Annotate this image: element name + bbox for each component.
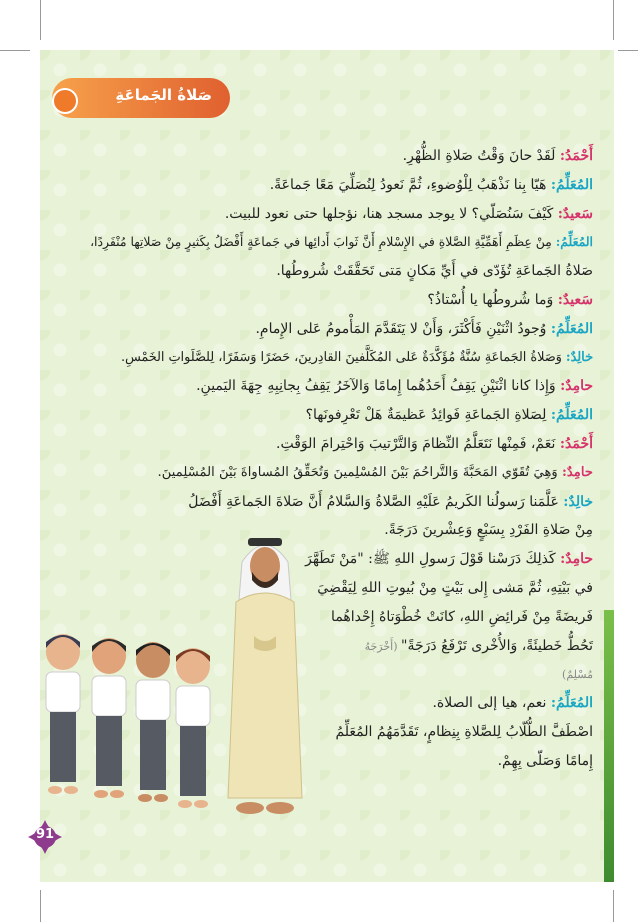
dialogue-line	[33, 344, 593, 373]
speaker-name: أَحْمَدُ:	[559, 148, 593, 164]
dialogue-line	[33, 603, 593, 632]
speaker-name: أَحْمَدُ:	[559, 435, 593, 452]
line-text: مِنْ عِظَمِ أَهَمِّيَّةِ الصَّلاةِ في الإِسْلامِ أَنَّ ثَوابَ أَدائِها في جَماعَةٍ أَفْضَلُ بِكَثيرٍ مِنْ صَلاتِها مُنْفَرِدًا،	[90, 234, 556, 250]
citation-note: (أَخْرَجَهُ	[364, 639, 402, 653]
dialogue-line	[33, 488, 593, 517]
dialogue-line	[33, 545, 593, 574]
dialogue-line	[33, 459, 593, 488]
speaker-name: خالِدٌ:	[565, 349, 593, 365]
line-text: فَريضَةً مِنْ فَرائِضِ اللهِ، كانَتْ خُطْوَتاهُ إِحْداهُما	[331, 608, 593, 625]
dialogue-line	[33, 286, 593, 315]
dialogue-line	[33, 401, 593, 430]
line-text: عَلَّمَنا رَسولُنا الكَريمُ عَلَيْهِ الصَّلاةُ وَالسَّلامُ أَنَّ صَلاةَ الجَماعَةِ أَفْضَلُ	[188, 493, 564, 510]
dialogue-line	[33, 516, 593, 545]
student-figure	[40, 628, 86, 798]
dialogue-line	[33, 257, 593, 286]
crop-mark	[40, 0, 41, 40]
student-figure	[170, 642, 216, 812]
citation-note: مُسْلِمٌ)	[562, 668, 593, 682]
dialogue-line	[33, 200, 593, 229]
speaker-name: حامِدٌ:	[561, 464, 593, 480]
line-text: وُجودُ اثْنَيْنِ فَأَكْثَرَ، وَأَنْ لا يَتَقَدَّمَ المَأْمومُ عَلى الإِمامِ.	[255, 320, 551, 337]
speaker-name: حامِدٌ:	[560, 551, 593, 568]
line-text: نَعَمْ، فَمِنْها نَتَعَلَّمُ النِّظامَ وَالتَّرْتيبَ وَاحْتِرامَ الوَقْتِ.	[276, 435, 560, 452]
line-text: إِمامًا وَصَلّى بِهِمْ.	[497, 752, 593, 769]
crop-mark	[613, 0, 614, 40]
student-figure	[86, 632, 132, 802]
speaker-name: المُعَلِّمُ:	[550, 176, 593, 193]
dialogue-line	[33, 574, 593, 603]
dialogue-line	[33, 315, 593, 344]
dialogue-line	[33, 171, 593, 200]
line-text: وَهِيَ تُقَوّي المَحَبَّةَ وَالتَّراحُمَ بَيْنَ المُسْلِمينَ وَتُحَقِّقُ المُساواةَ بَيْنَ المُسْلِمينَ.	[157, 464, 562, 480]
dialogue-line	[33, 430, 593, 459]
banner-bullet-icon	[52, 88, 78, 114]
speaker-name: حامِدٌ:	[560, 378, 593, 395]
line-text: تَحُطُّ خَطيئَةً، وَالأُخْرى تَرْفَعُ دَرَجَةً"	[401, 637, 593, 654]
title-banner	[52, 78, 230, 118]
line-text: هَيّا بِنا نَذْهَبُ لِلْوُضوءِ، ثُمَّ نَعودُ لِنُصَلِّيَ مَعًا جَماعَةً.	[269, 176, 551, 193]
decorative-strip	[604, 610, 614, 882]
speaker-name: المُعَلِّمُ:	[550, 320, 593, 337]
speaker-name: المُعَلِّمُ:	[550, 407, 593, 424]
line-text: نعم، هيا إلى الصلاة.	[432, 695, 551, 712]
line-text: لَقَدْ حانَ وَقْتُ صَلاةِ الظُّهْرِ.	[402, 148, 560, 164]
line-text: لِصَلاةِ الجَماعَةِ فَوائِدُ عَظيمَةٌ هَلْ تَعْرِفونَها؟	[305, 407, 551, 424]
line-text: صَلاةُ الجَماعَةِ تُؤَدّى في أَيِّ مَكانٍ مَتى تَحَقَّقَتْ شُروطُها.	[276, 263, 593, 280]
line-text: مِنْ صَلاةِ الفَرْدِ بِسَبْعٍ وَعِشْرينَ دَرَجَةً.	[384, 522, 593, 539]
dialogue-line	[33, 142, 593, 171]
page-number: 91	[35, 827, 55, 842]
line-text: كَذلِكَ دَرَسْنا قَوْلَ رَسولِ اللهِ ﷺ: "مَنْ تَطَهَّرَ	[305, 551, 561, 568]
line-text: كَيْفَ سَنُصَلّي؟ لا يوجد مسجد هنا، نؤجلها حتى نعود للبيت.	[224, 205, 558, 222]
teacher-illustration	[220, 518, 310, 818]
crop-mark	[618, 50, 638, 51]
line-text: اصْطَفَّ الطُّلّابُ لِلصَّلاةِ بِنِظامٍ، تَقَدَّمَهُمُ المُعَلِّمُ	[335, 723, 593, 740]
crop-mark	[0, 50, 30, 51]
crop-mark	[613, 890, 614, 922]
page-title: صَلاةُ الجَماعَةِ	[115, 86, 212, 104]
speaker-name: خالِدٌ:	[563, 493, 593, 510]
line-text: وَما شُروطُها يا أُسْتاذُ؟	[427, 291, 558, 308]
speaker-name: المُعَلِّمُ:	[550, 695, 593, 712]
line-text: في بَيْتِهِ، ثُمَّ مَشى إِلى بَيْتٍ مِنْ بُيوتِ اللهِ لِيَقْضِيَ	[317, 579, 593, 596]
dialogue-line	[33, 372, 593, 401]
line-text: وَإِذا كانا اثْنَيْنِ يَقِفُ أَحَدُهُما إِمامًا وَالآخَرُ يَقِفُ بِجانِبِهِ جِهَةَ اليَمينِ.	[196, 378, 561, 395]
speaker-name: سَعيدٌ:	[557, 291, 593, 308]
crop-mark	[40, 890, 41, 922]
speaker-name: المُعَلِّمُ:	[555, 234, 593, 250]
speaker-name: سَعيدٌ:	[557, 205, 593, 222]
line-text: وَصَلاةُ الجَماعَةِ سُنَّةٌ مُؤَكَّدَةٌ عَلى المُكَلَّفينَ القادِرينَ، حَضَرًا وَسَفَرًا، لِلصَّلَواتِ الخَمْسِ.	[120, 349, 566, 365]
dialogue-line	[33, 228, 593, 257]
